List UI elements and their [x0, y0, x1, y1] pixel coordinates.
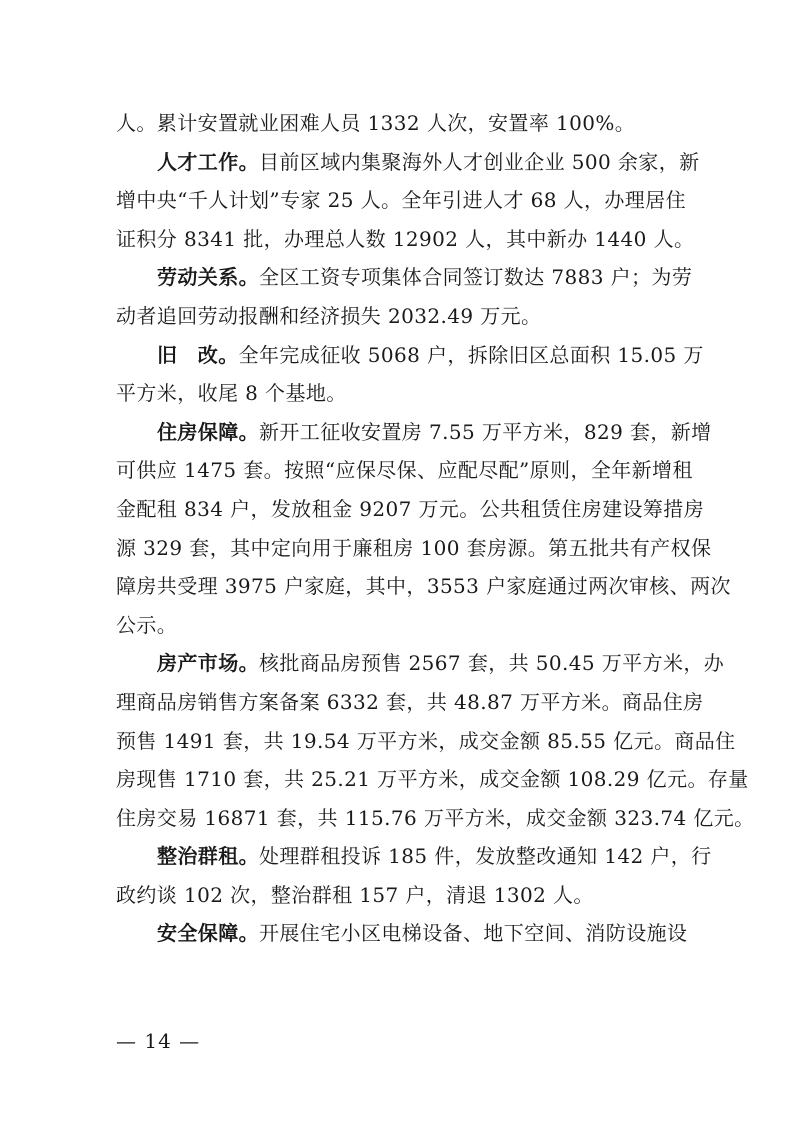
- text-line: 预售 1491 套，共 19.54 万平方米，成交金额 85.55 亿元。商品住: [116, 728, 736, 753]
- paragraph-market-line-5: [116, 799, 755, 838]
- paragraph-market-line-4: [116, 760, 749, 799]
- paragraph-market-line-2: [116, 683, 704, 722]
- paragraph-housing-line-4: [116, 529, 712, 568]
- section-heading-safety: 安全保障。: [157, 921, 259, 946]
- text-line: 房现售 1710 套，共 25.21 万平方米，成交金额 108.29 亿元。存量: [116, 767, 749, 792]
- text-line: 住房交易 16871 套，共 115.76 万平方米，成交金额 323.74 亿元。: [116, 805, 755, 830]
- text-line: 政约谈 102 次，整治群租 157 户，清退 1302 人。: [116, 882, 594, 907]
- text-line: 平方米，收尾 8 个基地。: [116, 381, 347, 406]
- document-body: [116, 104, 755, 953]
- text-line: 增中央“千人计划”专家 25 人。全年引进人才 68 人，办理居住: [116, 188, 686, 213]
- section-heading-group-rental: 整治群租。: [157, 844, 259, 869]
- section-heading-housing: 住房保障。: [157, 419, 259, 444]
- text-line: 新开工征收安置房 7.55 万平方米，829 套，新增: [259, 419, 712, 444]
- text-line: 可供应 1475 套。按照“应保尽保、应配尽配”原则，全年新增租: [116, 458, 693, 483]
- paragraph-housing-line-1: [116, 413, 712, 452]
- paragraph-labor-line-2: [116, 297, 682, 336]
- paragraph-housing-line-6: [116, 606, 682, 645]
- page-number: — 14 —: [116, 1029, 201, 1053]
- section-heading-talent: 人才工作。: [157, 149, 259, 174]
- text-line: 核批商品房预售 2567 套，共 50.45 万平方米，办: [259, 651, 725, 676]
- text-line: 动者追回劳动报酬和经济损失 2032.49 万元。: [116, 303, 542, 328]
- paragraph-continuation-line: [116, 104, 682, 143]
- text-line: 全年完成征收 5068 户，拆除旧区总面积 15.05 万: [238, 342, 704, 367]
- text-line: 金配租 834 户，发放租金 9207 万元。公共租赁住房建设筹措房: [116, 496, 705, 521]
- text-line: 公示。: [116, 612, 178, 637]
- text-line: 理商品房销售方案备案 6332 套，共 48.87 万平方米。商品住房: [116, 689, 704, 714]
- text-line: 目前区域内集聚海外人才创业企业 500 余家，新: [259, 149, 700, 174]
- paragraph-housing-line-5: [116, 567, 731, 606]
- paragraph-group-rental-line-2: [116, 876, 682, 915]
- paragraph-renovation-line-2: [116, 374, 682, 413]
- text-line: 源 329 套，其中定向用于廉租房 100 套房源。第五批共有产权保: [116, 535, 712, 560]
- paragraph-housing-line-2: [116, 451, 693, 490]
- text-line: 证积分 8341 批，办理总人数 12902 人，其中新办 1440 人。: [116, 226, 695, 251]
- paragraph-talent-line-2: [116, 181, 686, 220]
- paragraph-market-line-3: [116, 722, 736, 761]
- paragraph-housing-line-3: [116, 490, 705, 529]
- paragraph-labor-line-1: [116, 258, 693, 297]
- section-heading-market: 房产市场。: [157, 651, 259, 676]
- paragraph-group-rental-line-1: [116, 837, 712, 876]
- paragraph-safety-line-1: [116, 914, 688, 953]
- section-heading-renovation: 旧 改。: [157, 342, 239, 367]
- section-heading-labor: 劳动关系。: [157, 265, 259, 290]
- text-line: 处理群租投诉 185 件，发放整改通知 142 户，行: [259, 844, 712, 869]
- paragraph-market-line-1: [116, 644, 725, 683]
- text-line: 开展住宅小区电梯设备、地下空间、消防设施设: [259, 921, 688, 946]
- text-line: 全区工资专项集体合同签订数达 7883 户；为劳: [259, 265, 693, 290]
- text-line: 障房共受理 3975 户家庭，其中，3553 户家庭通过两次审核、两次: [116, 574, 731, 599]
- paragraph-renovation-line-1: [116, 336, 704, 375]
- paragraph-talent-line-1: [116, 143, 700, 182]
- paragraph-talent-line-3: [116, 220, 695, 259]
- text-line: 人。累计安置就业困难人员 1332 人次，安置率 100%。: [116, 111, 636, 135]
